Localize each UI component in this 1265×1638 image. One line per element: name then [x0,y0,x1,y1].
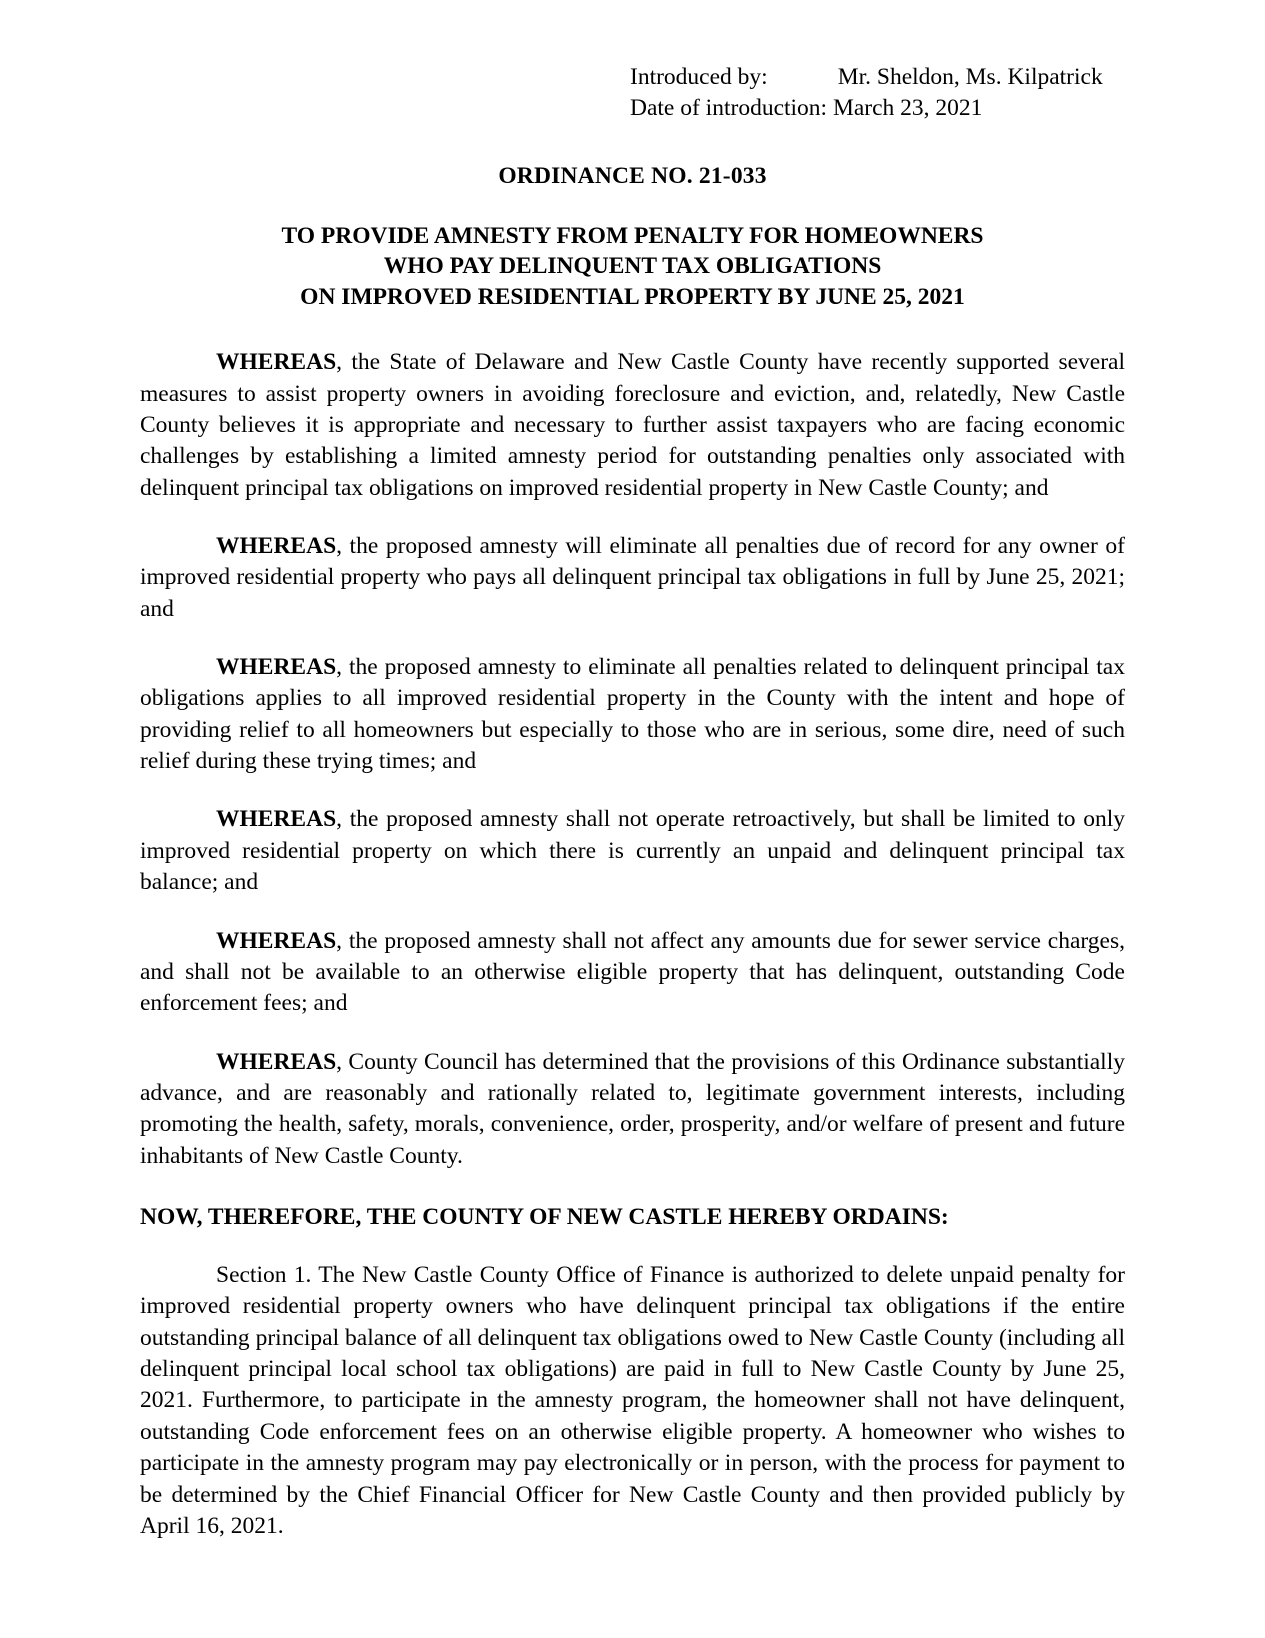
recital-paragraph [140,312,1125,504]
recital-text: , the State of Delaware and New Castle County have recently supported several measures to assist property owners in avoiding foreclosure and eviction, and, relatedly, New Castle County believes it is appropriate and necessary to further assist taxpayers who are facing economic challenges by establishing a limited amnesty period for outstanding penalties only associated with delinquent principal tax obligations on improved residential property in New Castle County; and [140,349,1125,501]
recital-text: , the proposed amnesty to eliminate all penalties related to delinquent principal tax obligations applies to all improved residential property in the County with the intent and hope of providing relief to all homeowners but especially to those who are in serious, some dire, need of such relief during these trying times; and [140,654,1125,775]
recital-lead: WHEREAS [216,806,337,833]
recital-text: , the proposed amnesty shall not affect any amounts due for sewer service charges, and shall not be available to an otherwise eligible property that has delinquent, outstanding Code enforcement fees; and [140,927,1125,1017]
recital-lead: WHEREAS [216,927,337,954]
recital-text: , the proposed amnesty shall not operate retroactively, but shall be limited to only improved residential property on which there is currently an unpaid and delinquent principal tax balance; and [140,806,1125,896]
recital-lead: WHEREAS [216,532,337,559]
ordinance-number: ORDINANCE NO. 21-033 [498,162,767,189]
title-line-1: TO PROVIDE AMNESTY FROM PENALTY FOR HOMEOWNERS [281,222,984,249]
title-line-3: ON IMPROVED RESIDENTIAL PROPERTY BY JUNE 25, 2021 [300,283,965,310]
recital-paragraph [140,625,1125,777]
introduced-by-value: Mr. Sheldon, Ms. Kilpatrick [837,64,1103,90]
document-title [140,221,1125,313]
recital-text: , County Council has determined that the provisions of this Ordinance substantially advance, and are reasonably and rationally related to, legitimate government interests, including promoting the health, safety, morals, convenience, order, prosperity, and/or welfare of present and future inhabitants of New Castle County. [140,1048,1125,1169]
recital-text: , the proposed amnesty will eliminate all penalties due of record for any owner of improved residential property who pays all delinquent principal tax obligations in full by June 25, 2021; and [140,532,1125,622]
introduced-by-label: Introduced by: [630,64,768,90]
recital-lead: WHEREAS [216,349,337,376]
date-of-introduction-line: Date of introduction: March 23, 2021 [630,95,983,122]
recital-paragraph [140,899,1125,1020]
recital-lead: WHEREAS [216,1048,337,1075]
recital-paragraph [140,504,1125,625]
recital-paragraph [140,1020,1125,1172]
title-line-2: WHO PAY DELINQUENT TAX OBLIGATIONS [383,253,882,280]
document-header [630,62,1125,125]
introduced-by-line [630,62,1125,93]
recital-paragraph [140,777,1125,898]
section-paragraph: Section 1. The New Castle County Office of Finance is authorized to delete unpaid penalty for improved residential property owners who have delinquent principal tax obligations if the entire outstanding principal balance of all delinquent tax obligations owed to New Castle County (including all delinquent principal local school tax obligations) are paid in full to New Castle County by June 25, 2021. Furthermore, to participate in the amnesty program, the homeowner shall not have delinquent, outstanding Code enforcement fees on an otherwise eligible property. A homeowner who wishes to participate in the amnesty program may pay electronically or in person, with the process for payment to be determined by the Chief Financial Officer for New Castle County and then provided publicly by April 16, 2021. [140,1262,1125,1539]
ordains-clause: NOW, THEREFORE, THE COUNTY OF NEW CASTLE HEREBY ORDAINS: [140,1204,949,1231]
recital-lead: WHEREAS [216,654,337,681]
